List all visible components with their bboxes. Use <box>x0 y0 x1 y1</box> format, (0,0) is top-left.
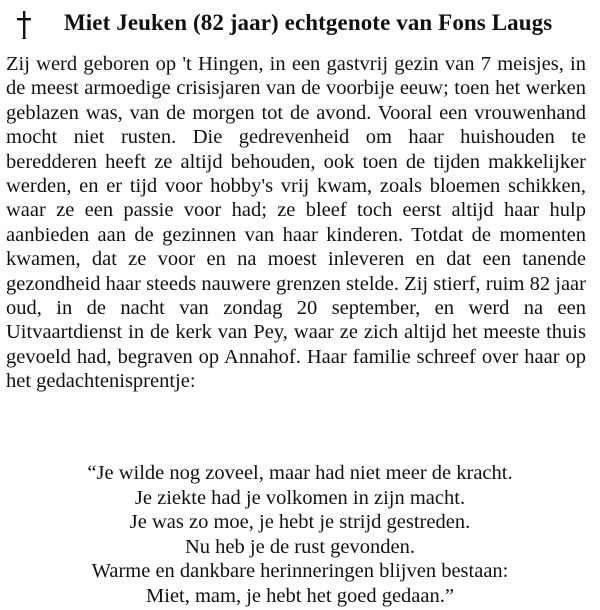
poem-line: Miet, mam, je hebt het goed gedaan.” <box>146 584 454 607</box>
poem-line: “Je wilde nog zoveel, maar had niet meer de kracht. <box>87 462 513 484</box>
obituary-paragraph: Zij werd geboren op 't Hingen, in een gastvrij gezin van 7 meisjes, in de meest armoedige crisisjaren van de voorbije eeuw; toen het werken geblazen was, van de morgen tot de avond. Vooral een vrouwenhand mocht niet rusten. Die gedrevenheid om haar huishouden te beredderen heeft ze altijd behouden, ook toen de tijden makkelijker werden, en er tijd voor hobby's vrij kwam, zoals bloemen schikken, waar ze een passie voor had; ze bleef toch eerst altijd haar hulp aanbieden aan de gezinnen van haar kinderen. Totdat de momenten kwamen, dat ze voor en na moest inleveren en dat een tanende gezondheid haar steeds nauwere grenzen stelde. Zij stierf, ruim 82 jaar oud, in de nacht van zondag 20 september, en werd na een Uitvaartdienst in de kerk van Pey, waar ze zich altijd het meeste thuis gevoeld had, begraven op Annahof. Haar familie schreef over haar op het gedachtenisprentje: <box>6 53 586 393</box>
page-title: Miet Jeuken (82 jaar) echtgenote van Fons Laugs <box>64 10 553 35</box>
latin-cross-icon <box>14 10 34 40</box>
header <box>8 8 598 42</box>
poem-line: Nu heb je de rust gevonden. <box>185 535 415 558</box>
poem-line: Je ziekte had je volkomen in zijn macht. <box>134 486 466 509</box>
memorial-poem <box>0 461 600 609</box>
poem-line: Je was zo moe, je hebt je strijd gestreden. <box>129 511 471 534</box>
poem-line: Warme en dankbare herinneringen blijven bestaan: <box>91 560 509 583</box>
